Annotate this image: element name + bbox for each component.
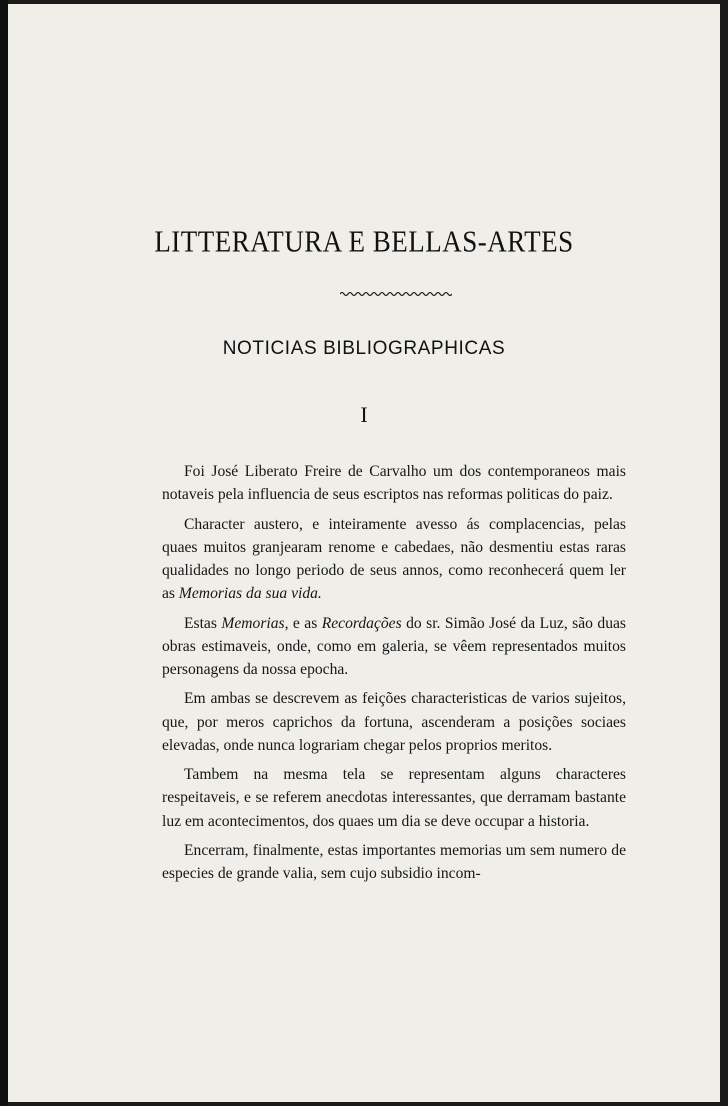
subsection-title: NOTICIAS BIBLIOGRAPHICAS bbox=[222, 338, 506, 359]
body-text bbox=[162, 460, 626, 892]
paragraph-text: Character austero, e inteiramente avesso ás complacencias, pelas quaes muitos granjearam renome e cabedaes, não desmentiu estas raras qualidades no longo periodo de seus annos, como reconhecerá quem ler as bbox=[162, 515, 626, 603]
paragraph-text: Foi José Liberato Freire de Carvalho um dos contemporaneos mais notaveis pela influencia de seus escriptos nas reformas politicas do paiz. bbox=[162, 463, 626, 504]
italic-title-text: Memorias da sua vida. bbox=[178, 585, 322, 603]
decorative-wave-rule bbox=[340, 290, 452, 298]
paragraph bbox=[162, 460, 626, 506]
paragraph bbox=[162, 763, 626, 833]
paragraph bbox=[162, 839, 626, 885]
paragraph bbox=[162, 687, 626, 757]
paragraph-text: Tambem na mesma tela se representam alguns characteres respeitaveis, e se referem anecdotas interessantes, que derramam bastante luz em acontecimentos, dos quaes um dia se deve occupar a historia. bbox=[162, 766, 626, 830]
book-page bbox=[8, 4, 720, 1102]
paragraph-text: e as bbox=[288, 614, 322, 632]
page-edge-shadow bbox=[0, 0, 8, 1106]
paragraph-text: Em ambas se descrevem as feições characteristicas de varios sujeitos, que, por meros caprichos da fortuna, ascenderam a posições sociaes elevadas, onde nunca lograriam chegar pelos proprios meritos. bbox=[162, 690, 626, 754]
italic-title-text: Memorias, bbox=[221, 614, 289, 632]
chapter-numeral: I bbox=[360, 402, 368, 427]
paragraph-text: Encerram, finalmente, estas importantes memorias um sem numero de especies de grande valia, sem cujo subsidio incom- bbox=[162, 841, 626, 883]
italic-title-text: Recordações bbox=[321, 614, 402, 632]
paragraph bbox=[162, 612, 626, 682]
section-title: LITTERATURA E BELLAS-ARTES bbox=[154, 223, 574, 259]
paragraph bbox=[162, 513, 626, 606]
paragraph-text: Estas bbox=[184, 614, 222, 632]
paragraph-text: do sr. Simão José da Luz, são duas obras estimaveis, onde, como em galeria, se vêem representados muitos personagens da nossa epocha. bbox=[162, 614, 626, 678]
